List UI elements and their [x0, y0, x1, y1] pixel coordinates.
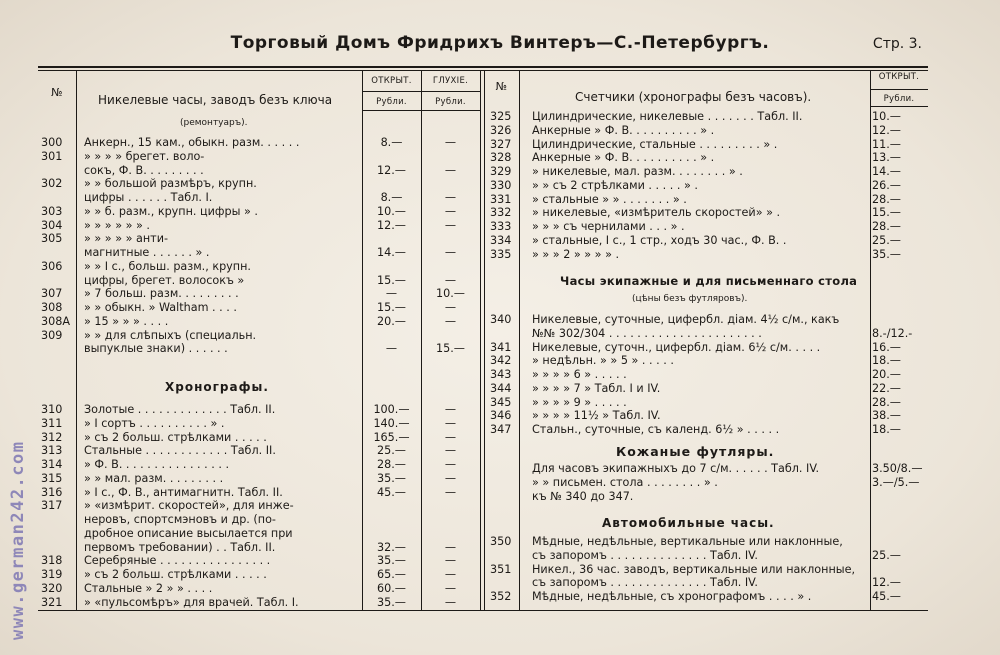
left-divider-open [362, 70, 363, 610]
row-description: » » обыкн. » Waltham . . . . [84, 301, 237, 314]
center-double-rule [484, 70, 485, 610]
row-description: » стальные, I с., 1 стр., ходъ 30 час., Ф. В. . [532, 233, 787, 247]
row-number: 335 [490, 247, 512, 261]
row-number: 311 [41, 416, 63, 430]
row-description: магнитные . . . . . . » . [84, 246, 210, 259]
row-price-open: 45.— [377, 485, 406, 499]
row-price-closed: — [444, 136, 457, 149]
row-price-open: 26.— [872, 178, 901, 192]
row-price-open: 38.— [872, 409, 901, 423]
row-price-open: 25.— [872, 548, 901, 562]
right-section2-title: Часы экипажные и для письменнаго стола [560, 274, 858, 288]
row-description: Стальные » 2 » » . . . . [84, 581, 213, 595]
row-price-open: 15.— [872, 206, 901, 220]
row-price-open: 165.— [373, 430, 410, 444]
row-price-closed: — [444, 204, 457, 218]
row-price-closed: — [444, 581, 457, 595]
row-description: неровъ, спортсмэновъ и др. (по- [84, 513, 276, 526]
row-number: 332 [490, 206, 512, 220]
row-number: 302 [41, 177, 63, 191]
bottom-rule [38, 610, 928, 611]
row-description: Никелевые, суточные, цифербл. діам. 4½ с/м., какъ [532, 313, 840, 326]
row-number: 314 [41, 458, 63, 471]
row-description: » 15 » » » . . . . [84, 314, 169, 328]
row-price-open: 12.— [872, 576, 901, 590]
row-price-closed: — [444, 273, 457, 287]
row-number: 352 [490, 590, 512, 603]
row-description: Серебряные . . . . . . . . . . . . . . . . [84, 554, 271, 568]
row-description: » » большой размѣръ, крупн. [84, 177, 257, 191]
row-number: 307 [41, 287, 63, 301]
page-number: Стр. 3. [872, 36, 922, 52]
row-description: » » » съ чернилами . . . » . [532, 220, 685, 233]
row-description: Анкерные » Ф. В. . . . . . . . . . » . [532, 151, 715, 165]
row-description: съ запоромъ . . . . . . . . . . . . . . Табл. IV. [532, 548, 758, 562]
row-price-closed: — [444, 471, 457, 485]
left-col-no-header: № [51, 86, 63, 99]
right-section1-title: Счетчики (хронографы безъ часовъ). [575, 90, 812, 104]
row-price-closed: — [444, 430, 457, 444]
row-price-open: 35.— [377, 595, 406, 609]
row-description: Анкерные » Ф. В. . . . . . . . . . » . [532, 123, 715, 137]
row-description: цифры . . . . . . Табл. I. [84, 191, 213, 204]
row-number: 351 [490, 562, 512, 576]
row-number: 306 [41, 259, 63, 273]
row-description: Для часовъ экипажныхъ до 7 с/м. . . . . . Табл. IV. [532, 462, 820, 475]
row-price-closed: — [444, 568, 457, 581]
row-price-open: 10.— [377, 204, 406, 218]
row-description: Стальные . . . . . . . . . . . . Табл. II. [84, 444, 276, 458]
row-description: » » мал. разм. . . . . . . . . [84, 471, 224, 485]
row-description: » » » » » » . [84, 218, 150, 232]
row-description: Никел., 36 час. заводъ, вертикальные или наклонные, [532, 562, 856, 576]
row-description: » » » » 7 » Табл. I и IV. [532, 381, 661, 395]
row-description: Цилиндрические, стальные . . . . . . . . . » . [532, 137, 778, 151]
row-description: съ запоромъ . . . . . . . . . . . . . . Табл. IV. [532, 576, 758, 590]
row-number: 310 [41, 403, 63, 416]
row-number: 300 [41, 136, 63, 149]
row-price-open: 15.— [377, 273, 406, 287]
row-price-closed: — [444, 163, 457, 177]
row-description: » » б. разм., крупн. цифры » . [84, 204, 258, 218]
row-number: 321 [41, 595, 63, 609]
row-description: » » » » 11½ » Табл. IV. [532, 409, 661, 423]
row-description: къ № 340 до 347. [532, 489, 634, 503]
row-number: 319 [41, 568, 63, 581]
row-price-open: 12.— [872, 123, 901, 137]
row-price-open: — [385, 287, 398, 301]
row-number: 340 [490, 313, 512, 326]
row-price-open: 11.— [872, 137, 901, 151]
row-description: » «пульсомѣръ» для врачей. Табл. I. [84, 595, 299, 609]
row-number: 331 [490, 192, 512, 206]
right-head-bottom [870, 106, 928, 107]
left-col-open-rub: Рубли. [376, 97, 407, 107]
row-description: Анкерн., 15 кам., обыкн. разм. . . . . . [84, 136, 300, 149]
right-divider-open [870, 70, 871, 610]
row-number: 312 [41, 430, 63, 444]
row-price-open: 28.— [872, 395, 901, 409]
row-price-open: 28.— [872, 192, 901, 206]
row-description: дробное описание высылается при [84, 526, 293, 540]
row-number: 342 [490, 354, 512, 368]
left-head-underline-open [362, 91, 421, 92]
row-price-open: 28.— [377, 458, 406, 471]
row-price-closed: — [444, 554, 457, 568]
row-price-open: 140.— [373, 416, 410, 430]
row-price-open: 8.— [380, 136, 403, 149]
row-price-closed: 15.— [436, 342, 465, 356]
row-price-closed: — [444, 595, 457, 609]
row-description: Никелевые, суточн., цифербл. діам. 6½ с/м. . . . . [532, 340, 821, 354]
row-description: » » письмен. стола . . . . . . . . » . [532, 475, 718, 489]
row-number: 318 [41, 554, 63, 568]
row-description: » недѣльн. » » 5 » . . . . . [532, 354, 674, 368]
row-price-closed: — [444, 191, 457, 204]
row-price-open: 32.— [377, 540, 406, 554]
row-number: 347 [490, 423, 512, 436]
row-price-open: 35.— [377, 554, 406, 568]
row-description: » никелевые, «измѣритель скоростей» » . [532, 206, 781, 220]
row-description: » » » 2 » » » » . [532, 247, 620, 261]
row-price-open: 14.— [872, 165, 901, 178]
row-number: 328 [490, 151, 512, 165]
row-price-open: 20.— [872, 368, 901, 381]
right-col-no-header: № [495, 80, 508, 93]
row-price-open: 28.— [872, 220, 901, 233]
row-price-closed: — [444, 458, 457, 471]
row-price-open: 22.— [872, 381, 901, 395]
right-col-open-rub: Рубли. [883, 94, 915, 104]
row-price-open: 12.— [377, 163, 406, 177]
row-number: 301 [41, 149, 63, 163]
row-number: 327 [490, 137, 512, 151]
row-number: 346 [490, 409, 512, 423]
row-price-open: 16.— [872, 340, 901, 354]
top-rule-thick [38, 66, 928, 68]
row-price-open: 25.— [872, 233, 901, 247]
left-divider-closed [421, 70, 422, 610]
row-description: » » » » 9 » . . . . . [532, 395, 627, 409]
left-col-open-header: ОТКРЫТ. [371, 76, 412, 86]
row-price-closed: — [444, 246, 457, 259]
left-section2-title: Хронографы. [165, 380, 269, 394]
row-price-closed: — [444, 540, 457, 554]
row-price-open: 3.50/8.— [872, 462, 923, 475]
row-price-closed: — [444, 301, 457, 314]
row-number: 313 [41, 444, 63, 458]
row-number: 344 [490, 381, 512, 395]
row-description: » стальные » » . . . . . . . » . [532, 192, 687, 206]
row-description: » 7 больш. разм. . . . . . . . . [84, 287, 239, 301]
row-description: Стальн., суточные, съ календ. 6½ » . . . . . [532, 423, 780, 436]
row-number: 305 [41, 232, 63, 246]
row-price-open: 12.— [377, 218, 406, 232]
left-divider-end [480, 70, 481, 610]
left-head-underline-closed [421, 91, 480, 92]
row-number: 304 [41, 218, 63, 232]
row-description: » «измѣрит. скоростей», для инже- [84, 499, 294, 513]
row-description: сокъ, Ф. В. . . . . . . . . [84, 163, 204, 177]
row-price-open: 18.— [872, 354, 901, 368]
top-rule-thin [38, 70, 928, 71]
row-description: » » для слѣпыхъ (специальн. [84, 328, 257, 342]
row-price-open: 35.— [872, 247, 901, 261]
row-price-open: 25.— [377, 444, 406, 458]
row-price-open: 8.— [380, 191, 403, 204]
row-number: 334 [490, 233, 512, 247]
row-price-open: — [385, 342, 398, 356]
row-description: Мѣдные, недѣльные, съ хронографомъ . . . . » . [532, 590, 812, 603]
row-price-open: 35.— [377, 471, 406, 485]
right-col-open-header: ОТКРЫТ. [878, 72, 920, 82]
row-number: 330 [490, 178, 512, 192]
row-description: Мѣдные, недѣльные, вертикальные или наклонные, [532, 535, 843, 548]
row-number: 333 [490, 220, 512, 233]
row-description: » съ 2 больш. стрѣлками . . . . . [84, 430, 267, 444]
row-description: » » » » » анти- [84, 232, 168, 246]
row-price-open: 65.— [377, 568, 406, 581]
row-number: 316 [41, 485, 63, 499]
row-number: 315 [41, 471, 63, 485]
row-number: 345 [490, 395, 512, 409]
left-head-bottom [362, 110, 480, 111]
row-price-closed: — [444, 485, 457, 499]
left-col-closed-rub: Рубли. [435, 97, 466, 107]
left-section1-note: (ремонтуаръ). [180, 118, 248, 128]
row-description: Золотые . . . . . . . . . . . . . Табл. II. [84, 403, 276, 416]
row-description: Цилиндрические, никелевые . . . . . . . Табл. II. [532, 110, 803, 123]
row-number: 320 [41, 581, 63, 595]
row-price-closed: — [444, 416, 457, 430]
row-price-closed: — [444, 314, 457, 328]
row-description: цифры, брегет. волосокъ » [84, 273, 245, 287]
row-number: 350 [490, 535, 512, 548]
row-number: 308А [41, 314, 71, 328]
right-section2-note: (цѣны безъ футляровъ). [632, 294, 748, 304]
left-divider-no [76, 70, 77, 610]
row-number: 329 [490, 165, 512, 178]
row-price-open: 14.— [377, 246, 406, 259]
row-number: 308 [41, 301, 63, 314]
watermark: www.german242.com [8, 440, 28, 640]
row-price-open: 100.— [373, 403, 410, 416]
row-description: выпуклые знаки) . . . . . . [84, 342, 228, 356]
right-divider-no [519, 70, 520, 610]
row-number: 326 [490, 123, 512, 137]
right-section3-title: Кожаные футляры. [616, 444, 775, 459]
row-number: 317 [41, 499, 63, 513]
right-section4-title: Автомобильные часы. [602, 516, 775, 530]
row-description: №№ 302/304 . . . . . . . . . . . . . . . . . . . . . . [532, 326, 762, 340]
row-description: » Ф. В. . . . . . . . . . . . . . . . [84, 458, 230, 471]
row-number: 309 [41, 328, 63, 342]
row-number: 325 [490, 110, 512, 123]
row-description: » съ 2 больш. стрѣлками . . . . . [84, 568, 267, 581]
row-number: 303 [41, 204, 63, 218]
row-description: » никелевые, мал. разм. . . . . . . . » . [532, 165, 743, 178]
row-description: » I сортъ . . . . . . . . . . » . [84, 416, 225, 430]
row-price-open: 13.— [872, 151, 901, 165]
row-price-open: 18.— [872, 423, 901, 436]
row-number: 343 [490, 368, 512, 381]
row-price-closed: 10.— [436, 287, 465, 301]
row-price-open: 10.— [872, 110, 901, 123]
row-price-open: 8.-/12.- [872, 326, 913, 340]
row-price-open: 45.— [872, 590, 901, 603]
left-section1-title: Никелевые часы, заводъ безъ ключа [98, 93, 333, 107]
row-price-closed: — [444, 444, 457, 458]
right-head-underline [870, 89, 928, 90]
row-description: » » » » 6 » . . . . . [532, 368, 627, 381]
row-description: первомъ требовании) . . Табл. II. [84, 540, 276, 554]
row-number: 341 [490, 340, 512, 354]
row-price-closed: — [444, 218, 457, 232]
row-description: » I с., Ф. В., антимагнитн. Табл. II. [84, 485, 283, 499]
row-price-open: 20.— [377, 314, 406, 328]
row-price-closed: — [444, 403, 457, 416]
row-price-open: 60.— [377, 581, 406, 595]
row-price-open: 3.—/5.— [872, 475, 920, 489]
row-description: » » съ 2 стрѣлками . . . . . » . [532, 178, 698, 192]
page-title: Торговый Домъ Фридрихъ Винтеръ—С.-Петербургъ. [230, 33, 770, 53]
row-description: » » I с., больш. разм., крупн. [84, 259, 251, 273]
row-description: » » » » брегет. воло- [84, 149, 205, 163]
row-price-open: 15.— [377, 301, 406, 314]
left-col-closed-header: ГЛУХІЕ. [432, 76, 469, 86]
